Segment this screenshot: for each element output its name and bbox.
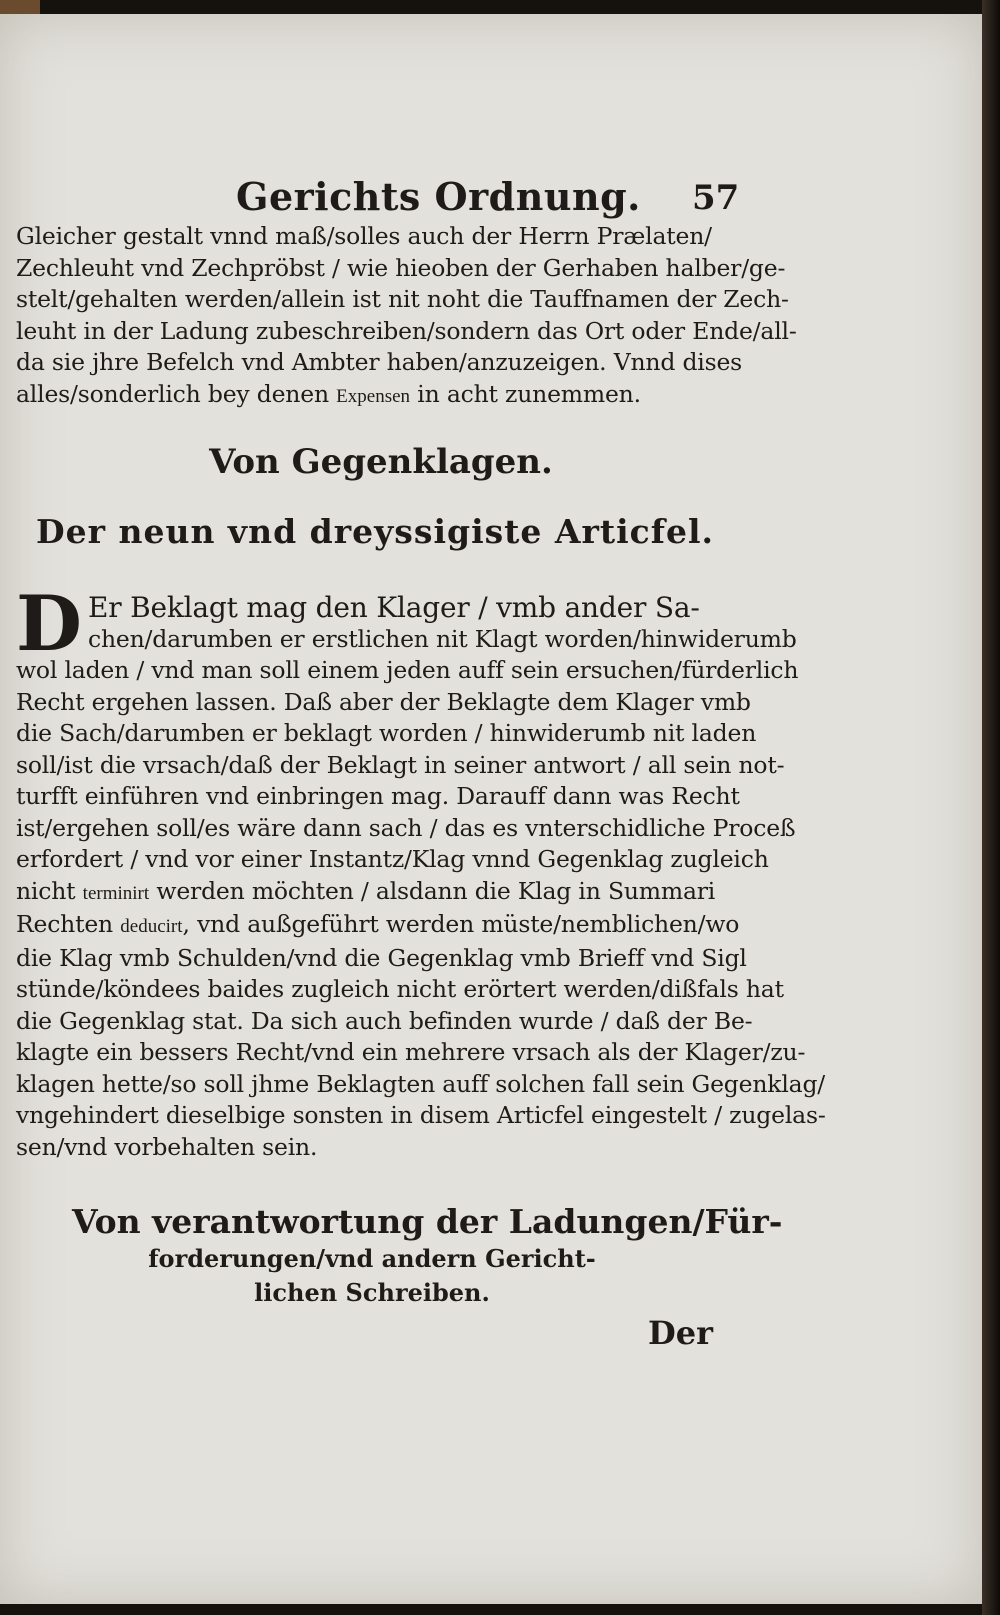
text-run: werden möchten / alsdann die Klag in Summari (149, 876, 716, 905)
text-line (16, 379, 736, 413)
page-number: 57 (692, 178, 740, 218)
drop-cap: D (16, 579, 82, 668)
paragraph-counterclaims (16, 579, 826, 1163)
text-line: klagte ein bessers Recht/vnd ein mehrere vrsach als der Klager/zu- (16, 1038, 806, 1066)
section-heading-answers (72, 1202, 783, 1310)
heading-line: lichen Schreiben. (254, 1278, 490, 1307)
text-line: vngehindert dieselbige sonsten in disem Articfel eingestelt / zugelas- (16, 1101, 826, 1129)
text-run: nicht (16, 876, 83, 905)
text-run: alles/sonderlich bey denen (16, 379, 337, 408)
text-line: Recht ergehen lassen. Daß aber der Beklagte dem Klager vmb (16, 687, 751, 716)
page-header (0, 174, 982, 224)
latin-term: deducirt (120, 916, 183, 937)
text-line: Er Beklagt mag den Klager / vmb ander Sa- (88, 591, 700, 624)
running-head: Gerichts Ordnung. (236, 174, 641, 219)
latin-term: Expensen (336, 385, 411, 407)
text-line (16, 909, 740, 943)
text-line: Zechleuht vnd Zechpröbst / wie hieoben der Gerhaben halber/ge- (16, 253, 786, 282)
text-line: klagen hette/so soll jhme Beklagten auff solchen fall sein Gegenklag/ (16, 1069, 826, 1098)
latin-term: terminirt (82, 882, 150, 904)
book-page (0, 14, 982, 1604)
text-line: chen/darumben er erstlichen nit Klagt worden/hinwiderumb (88, 624, 797, 653)
text-run: , vnd außgeführt werden müste/nemblichen/wo (182, 910, 740, 938)
article-heading: Der neun vnd dreyssigiste Articfel. (35, 512, 714, 551)
heading-line: Von verantwortung der Ladungen/Für- (72, 1202, 783, 1241)
text-run: in acht zunemmen. (410, 379, 641, 408)
text-line: da sie jhre Befelch vnd Ambter haben/anzuzeigen. Vnnd dises (16, 348, 743, 376)
text-line: wol laden / vnd man soll einem jeden auff sein ersuchen/fürderlich (16, 656, 799, 684)
text-run: Rechten (16, 910, 121, 938)
page-edge-shadow (982, 0, 1000, 1615)
text-line: Gleicher gestalt vnnd maß/solles auch der Herrn Prælaten/ (16, 222, 712, 250)
catchword: Der (648, 1314, 713, 1352)
text-line (16, 876, 736, 910)
text-line: leuht in der Ladung zubeschreiben/sondern das Ort oder Ende/all- (16, 316, 797, 345)
text-line: erfordert / vnd vor einer Instantz/Klag vnnd Gegenklag zugleich (16, 845, 769, 873)
text-line: stünde/köndees baides zugleich nicht erörtert werden/dißfals hat (16, 975, 784, 1003)
paragraph-expenses (16, 221, 797, 412)
text-line: die Sach/darumben er beklagt worden / hinwiderumb nit laden (16, 719, 757, 747)
text-line: stelt/gehalten werden/allein ist nit noht die Tauffnamen der Zech- (16, 285, 789, 313)
heading-line: forderungen/vnd andern Gericht- (148, 1244, 596, 1273)
text-line: die Klag vmb Schulden/vnd die Gegenklag vmb Brieff vnd Sigl (16, 943, 747, 972)
text-line: die Gegenklag stat. Da sich auch befinden wurde / daß der Be- (16, 1006, 753, 1035)
text-line: ist/ergehen soll/es wäre dann sach / das es vnterschidliche Proceß (16, 813, 796, 842)
text-line: soll/ist die vrsach/daß der Beklagt in seiner antwort / all sein not- (16, 750, 785, 779)
text-line: turfft einführen vnd einbringen mag. Darauff dann was Recht (16, 782, 740, 810)
binding-mark (0, 0, 40, 14)
section-heading: Von Gegenklagen. (209, 442, 553, 482)
text-line: sen/vnd vorbehalten sein. (16, 1132, 318, 1161)
